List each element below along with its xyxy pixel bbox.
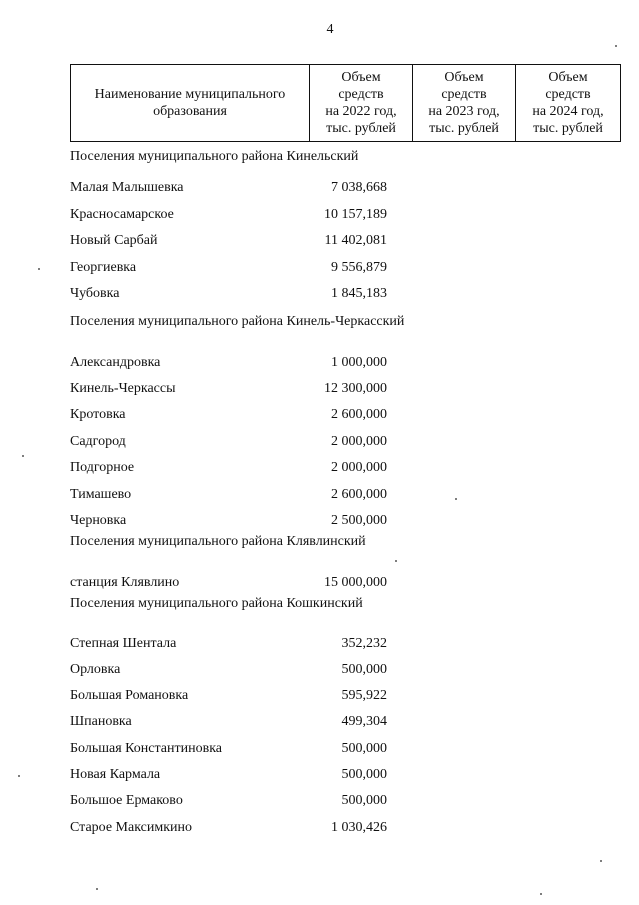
municipality-name: Георгиевка	[70, 260, 137, 275]
header-text-line: на 2022 год,	[325, 104, 397, 119]
amount-2022: 11 402,081	[324, 233, 387, 248]
header-text-line: Наименование муниципального	[94, 87, 286, 102]
scan-speck	[455, 498, 457, 500]
header-text-line: на 2023 год,	[428, 104, 500, 119]
amount-2022: 499,304	[341, 714, 387, 729]
municipality-name: Большая Константиновка	[70, 741, 223, 756]
municipality-name: Кротовка	[70, 407, 126, 422]
amount-2022: 500,000	[341, 741, 387, 756]
header-row	[71, 65, 621, 142]
header-amount-2022	[310, 65, 413, 142]
section-heading: Поселения муниципального района Кошкинский	[70, 596, 363, 611]
municipality-name: Кинель-Черкассы	[70, 381, 176, 396]
scan-speck	[540, 893, 542, 895]
header-amount-2024	[516, 65, 621, 142]
amount-2022: 2 000,000	[331, 434, 387, 449]
amount-2022: 500,000	[341, 793, 387, 808]
municipality-name: Старое Максимкино	[70, 820, 193, 835]
page-number: 4	[326, 22, 334, 37]
municipality-name: Новая Кармала	[70, 767, 161, 782]
municipality-name: Черновка	[70, 513, 127, 528]
amount-2022: 1 000,000	[331, 355, 387, 370]
amount-2022: 1 030,426	[331, 820, 387, 835]
column-header-table	[70, 64, 621, 142]
amount-2022: 1 845,183	[331, 286, 387, 301]
municipality-name: Малая Малышевка	[70, 180, 184, 195]
amount-2022: 7 038,668	[331, 180, 387, 195]
header-text-line: Объем	[341, 70, 381, 85]
amount-2022: 500,000	[341, 662, 387, 677]
amount-2022: 9 556,879	[331, 260, 387, 275]
amount-2022: 10 157,189	[324, 207, 387, 222]
header-text-line: средств	[441, 87, 487, 102]
municipality-name: Большое Ермаково	[70, 793, 183, 808]
header-text-line: тыс. рублей	[429, 121, 499, 136]
header-text-line: средств	[545, 87, 591, 102]
scan-speck	[600, 860, 602, 862]
municipality-name: Шпановка	[70, 714, 132, 729]
header-text-line: тыс. рублей	[533, 121, 603, 136]
amount-2022: 12 300,000	[324, 381, 387, 396]
amount-2022: 15 000,000	[324, 575, 387, 590]
municipality-name: Большая Романовка	[70, 688, 189, 703]
amount-2022: 2 600,000	[331, 407, 387, 422]
municipality-name: Красносамарское	[70, 207, 174, 222]
header-text-line: на 2024 год,	[532, 104, 604, 119]
scan-speck	[96, 888, 98, 890]
scan-speck	[395, 560, 397, 562]
amount-2022: 2 000,000	[331, 460, 387, 475]
header-amount-2023	[413, 65, 516, 142]
scan-speck	[22, 455, 24, 457]
amount-2022: 595,922	[341, 688, 387, 703]
municipality-name: Степная Шентала	[70, 636, 177, 651]
header-text-line: средств	[338, 87, 384, 102]
municipality-name: Чубовка	[70, 286, 120, 301]
amount-2022: 2 500,000	[331, 513, 387, 528]
section-heading: Поселения муниципального района Клявлинский	[70, 534, 366, 549]
scan-speck	[615, 45, 617, 47]
amount-2022: 352,232	[341, 636, 387, 651]
municipality-name: Тимашево	[70, 487, 132, 502]
municipality-name: Подгорное	[70, 460, 135, 475]
amount-2022: 500,000	[341, 767, 387, 782]
header-text-line: тыс. рублей	[326, 121, 396, 136]
header-municipality-name	[71, 65, 310, 142]
municipality-name: Александровка	[70, 355, 161, 370]
header-text-line: Объем	[548, 70, 588, 85]
amount-2022: 2 600,000	[331, 487, 387, 502]
scan-speck	[18, 775, 20, 777]
municipality-name: станция Клявлино	[70, 575, 180, 590]
header-text-line: Объем	[444, 70, 484, 85]
scan-speck	[38, 268, 40, 270]
municipality-name: Садгород	[70, 434, 126, 449]
header-text-line: образования	[153, 104, 227, 119]
municipality-name: Орловка	[70, 662, 121, 677]
section-heading: Поселения муниципального района Кинель-Черкасский	[70, 314, 405, 329]
municipality-name: Новый Сарбай	[70, 233, 158, 248]
section-heading: Поселения муниципального района Кинельский	[70, 149, 359, 164]
